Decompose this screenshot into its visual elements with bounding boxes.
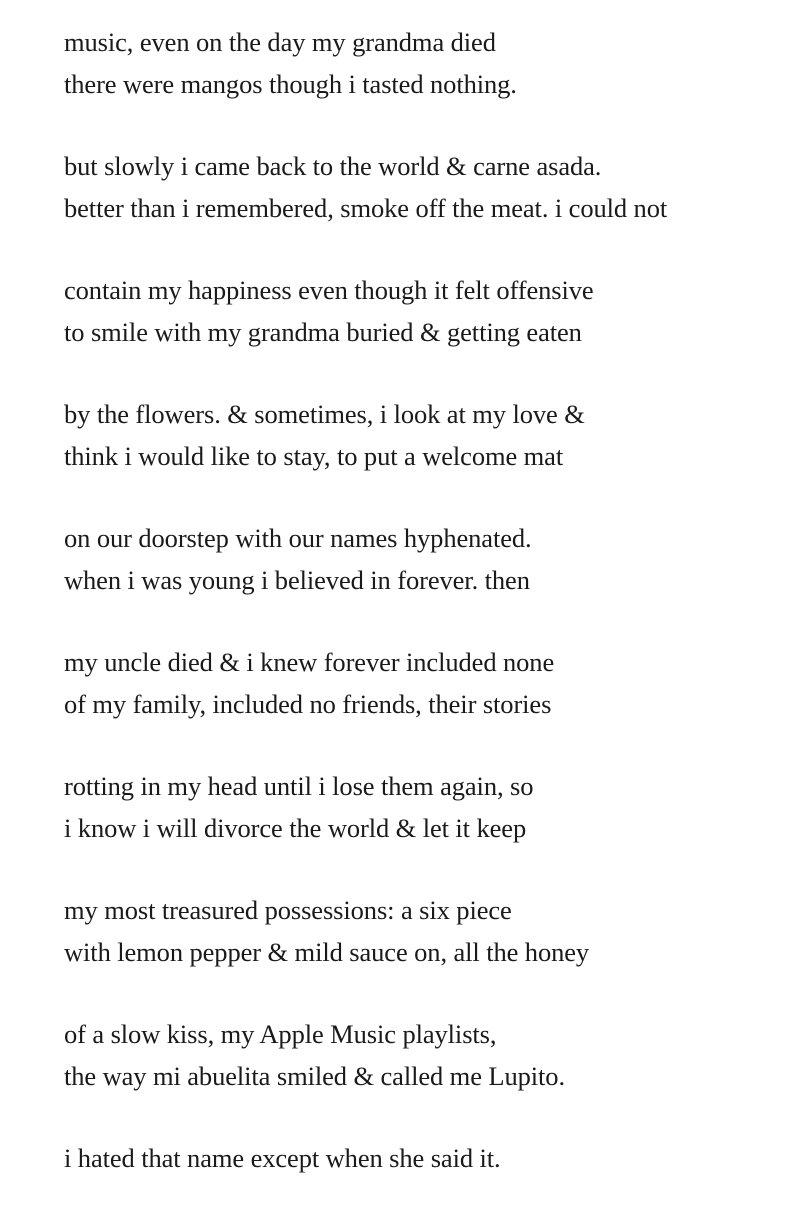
poem-body — [64, 22, 804, 1221]
stanza — [64, 22, 804, 105]
poem-line: but slowly i came back to the world & carne asada. — [64, 151, 602, 181]
poem-line: my uncle died & i knew forever included none — [64, 647, 555, 677]
stanza — [64, 394, 804, 477]
poem-line: when i was young i believed in forever. then — [64, 564, 530, 595]
poem-line: with lemon pepper & mild sauce on, all the honey — [64, 936, 590, 967]
poem-line: i know i will divorce the world & let it keep — [64, 812, 527, 843]
stanza — [64, 1138, 804, 1180]
poem-line: of my family, included no friends, their stories — [64, 688, 552, 719]
poem-line: my most treasured possessions: a six piece — [64, 895, 512, 925]
poem-line: by the flowers. & sometimes, i look at my love & — [64, 399, 585, 429]
poem-line: of a slow kiss, my Apple Music playlists, — [64, 1019, 497, 1049]
stanza — [64, 766, 804, 849]
stanza — [64, 146, 804, 229]
poem-line: the way mi abuelita smiled & called me Lupito. — [64, 1060, 565, 1091]
poem-line: better than i remembered, smoke off the meat. i could not — [64, 192, 668, 223]
poem-line: rotting in my head until i lose them again, so — [64, 771, 534, 801]
poem-line: music, even on the day my grandma died — [64, 27, 496, 57]
stanza — [64, 1014, 804, 1097]
stanza — [64, 270, 804, 353]
poem-line: there were mangos though i tasted nothing. — [64, 68, 517, 99]
poem-line: on our doorstep with our names hyphenated. — [64, 523, 532, 553]
poem-line: i hated that name except when she said it. — [64, 1143, 501, 1173]
stanza — [64, 518, 804, 601]
stanza — [64, 890, 804, 973]
poem-line: contain my happiness even though it felt offensive — [64, 275, 594, 305]
poem-line: to smile with my grandma buried & getting eaten — [64, 316, 582, 347]
stanza — [64, 642, 804, 725]
poem-line: think i would like to stay, to put a welcome mat — [64, 440, 564, 471]
